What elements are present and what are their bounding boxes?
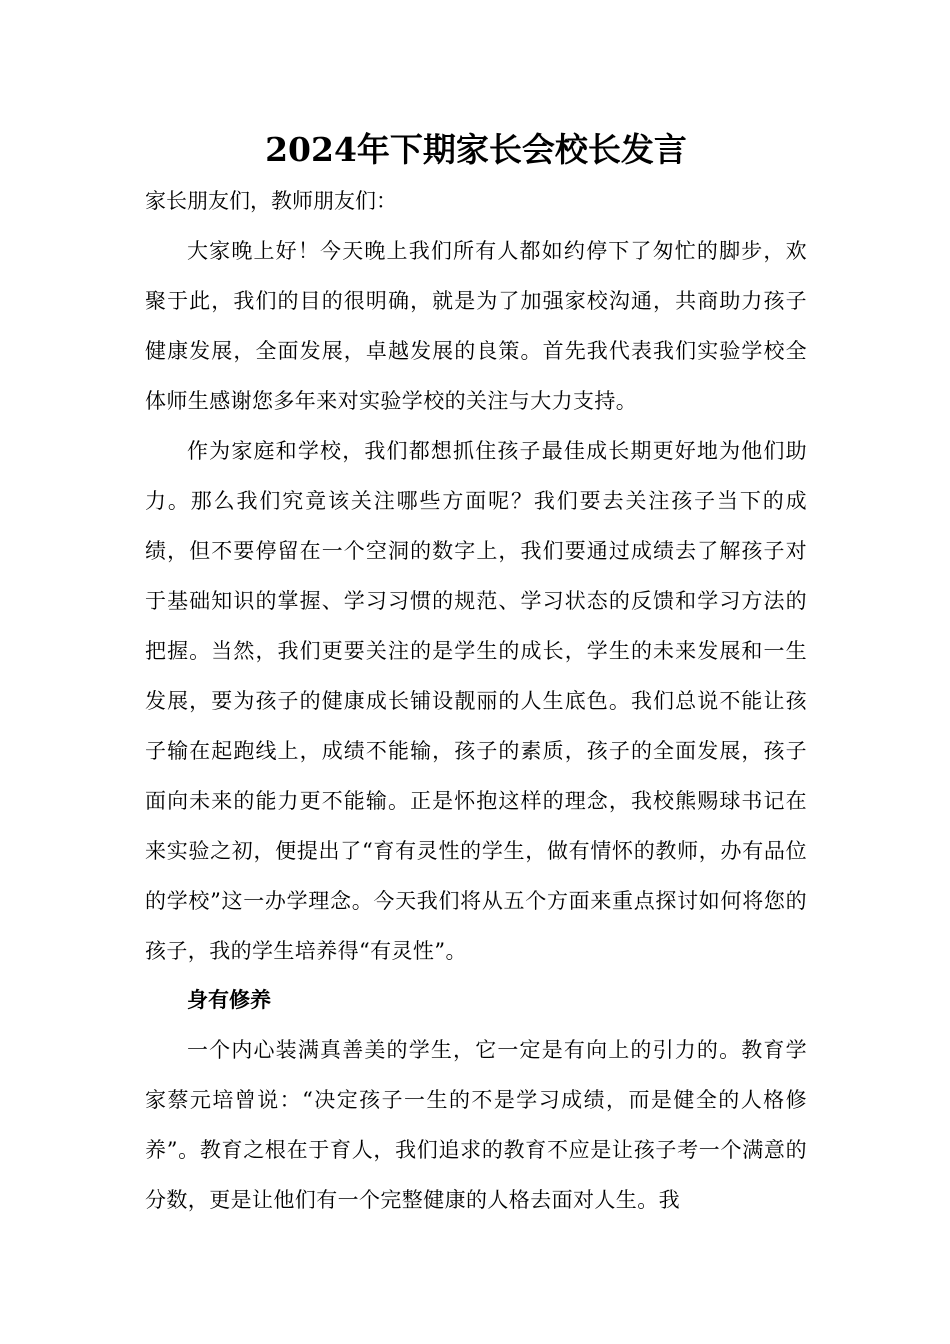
paragraph-opening: 大家晚上好！今天晚上我们所有人都如约停下了匆忙的脚步，欢聚于此，我们的目的很明确，就是为了加强家校沟通，共商助力孩子健康发展，全面发展，卓越发展的良策。首先我代表我们实验学校全体师生感谢您多年来对实验学校的关注与大力支持。 <box>145 239 807 413</box>
greeting-line: 家长朋友们，教师朋友们： <box>145 189 397 213</box>
paragraph-section-body: 一个内心装满真善美的学生，它一定是有向上的引力的。教育学家蔡元培曾说：“决定孩子一生的不是学习成绩，而是健全的人格修养”。教育之根在于育人，我们追求的教育不应是让孩子考一个满意的分数，更是让他们有一个完整健康的人格去面对人生。我 <box>145 1038 807 1212</box>
document-title: 2024年下期家长会校长发言 <box>265 130 687 169</box>
section-heading: 身有修养 <box>187 987 271 1012</box>
paragraph-philosophy: 作为家庭和学校，我们都想抓住孩子最佳成长期更好地为他们助力。那么我们究竟该关注哪些方面呢？我们要去关注孩子当下的成绩，但不要停留在一个空洞的数字上，我们要通过成绩去了解孩子对于基础知识的掌握、学习习惯的规范、学习状态的反馈和学习方法的把握。当然，我们更要关注的是学生的成长，学生的未来发展和一生发展，要为孩子的健康成长铺设靓丽的人生底色。我们总说不能让孩子输在起跑线上，成绩不能输，孩子的素质，孩子的全面发展，孩子面向未来的能力更不能输。正是怀抱这样的理念，我校熊赐球书记在来实验之初，便提出了“育有灵性的学生，做有情怀的教师，办有品位的学校”这一办学理念。今天我们将从五个方面来重点探讨如何将您的孩子，我的学生培养得“有灵性”。 <box>145 439 807 963</box>
